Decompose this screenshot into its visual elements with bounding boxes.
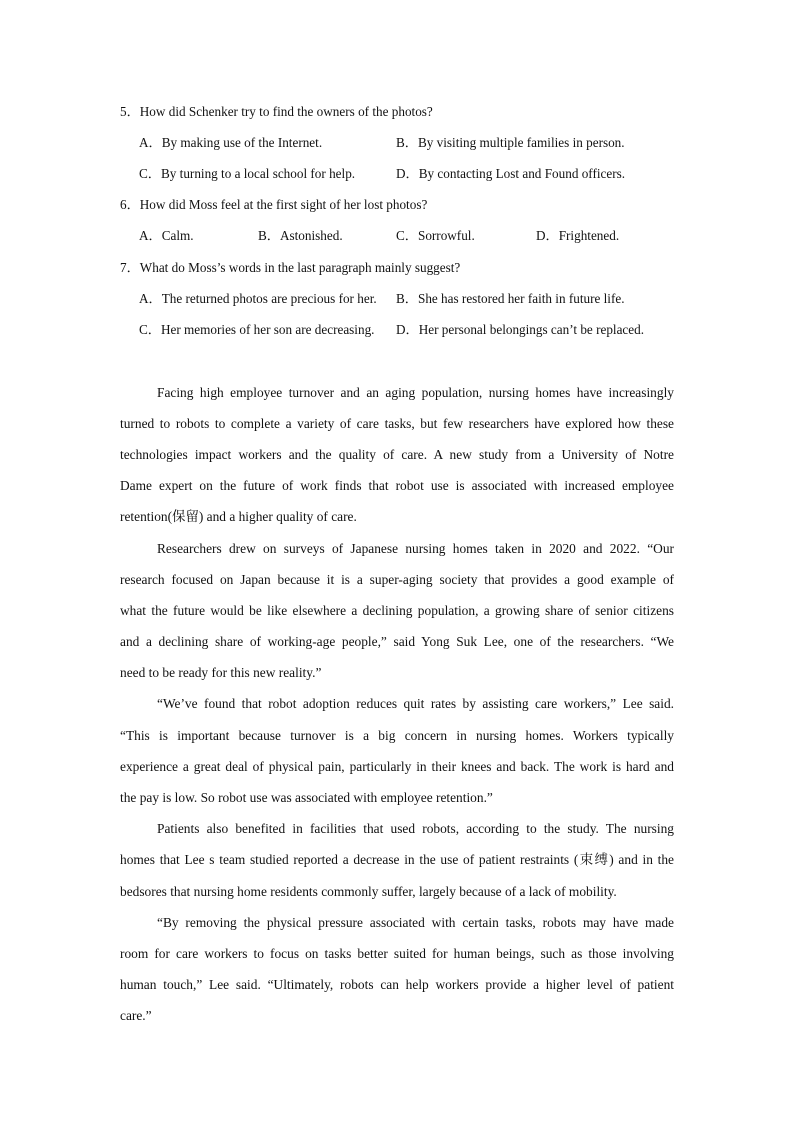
passage-p2-line-5: need to be ready for this new reality.” [120, 665, 322, 680]
question-6-option-b: B．Astonished. [258, 228, 343, 243]
passage-p3-line-3: experience a great deal of physical pain, particularly in their knees and back. The work is hard and [120, 759, 674, 774]
passage-p4-line-3: bedsores that nursing home residents commonly suffer, largely because of a lack of mobility. [120, 884, 617, 899]
question-7-option-c: C．Her memories of her son are decreasing. [139, 322, 375, 337]
question-6-option-a: A．Calm. [139, 228, 194, 243]
passage-p5-line-1: “By removing the physical pressure associated with certain tasks, robots may have made [157, 915, 674, 930]
passage-p3-line-1: “We’ve found that robot adoption reduces quit rates by assisting care workers,” Lee said. [157, 696, 674, 711]
passage-p1-line-3: technologies impact workers and the quality of care. A new study from a University of Notre [120, 447, 674, 462]
passage-p1-line-4: Dame expert on the future of work finds that robot use is associated with increased employee [120, 478, 674, 493]
passage-p3-line-4: the pay is low. So robot use was associated with employee retention.” [120, 790, 493, 805]
question-7-option-a: A．The returned photos are precious for her. [139, 291, 377, 306]
question-5-option-d: D．By contacting Lost and Found officers. [396, 166, 626, 181]
question-6-option-d: D．Frightened. [536, 228, 620, 243]
passage-p1-line-5: retention(保留) and a higher quality of care. [120, 509, 357, 524]
passage-p4-line-1: Patients also benefited in facilities that used robots, according to the study. The nursing [157, 821, 674, 836]
passage-p5-line-4: care.” [120, 1008, 152, 1023]
question-5-stem: 5．How did Schenker try to find the owners of the photos? [120, 104, 433, 119]
question-7-option-b: B．She has restored her faith in future life. [396, 291, 625, 306]
question-5-option-c: C．By turning to a local school for help. [139, 166, 356, 181]
question-6-stem: 6．How did Moss feel at the first sight of her lost photos? [120, 197, 428, 212]
passage-p2-line-2: research focused on Japan because it is a super-aging society that provides a good example of [120, 572, 674, 587]
passage-p5-line-3: human touch,” Lee said. “Ultimately, robots can help workers provide a higher level of patient [120, 977, 674, 992]
question-7-stem: 7．What do Moss’s words in the last paragraph mainly suggest? [120, 260, 461, 275]
question-6-option-c: C．Sorrowful. [396, 228, 475, 243]
passage-p3-line-2: “This is important because turnover is a big concern in nursing homes. Workers typically [120, 728, 674, 743]
question-5-option-a: A．By making use of the Internet. [139, 135, 323, 150]
passage-p1-line-2: turned to robots to complete a variety of care tasks, but few researchers have explored how these [120, 416, 674, 431]
question-7-option-d: D．Her personal belongings can’t be replaced. [396, 322, 645, 337]
passage-p2-line-1: Researchers drew on surveys of Japanese nursing homes taken in 2020 and 2022. “Our [157, 541, 674, 556]
question-5-option-b: B．By visiting multiple families in person. [396, 135, 625, 150]
passage-p4-line-2: homes that Lee s team studied reported a decrease in the use of patient restraints (束缚) and in the [120, 852, 674, 867]
passage-p2-line-3: what the future would be like elsewhere a declining population, a growing share of senior citizens [120, 603, 674, 618]
passage-p2-line-4: and a declining share of working-age people,” said Yong Suk Lee, one of the researchers. “We [120, 634, 674, 649]
passage-p5-line-2: room for care workers to focus on tasks better suited for human beings, such as those involving [120, 946, 674, 961]
passage-p1-line-1: Facing high employee turnover and an aging population, nursing homes have increasingly [157, 385, 674, 400]
